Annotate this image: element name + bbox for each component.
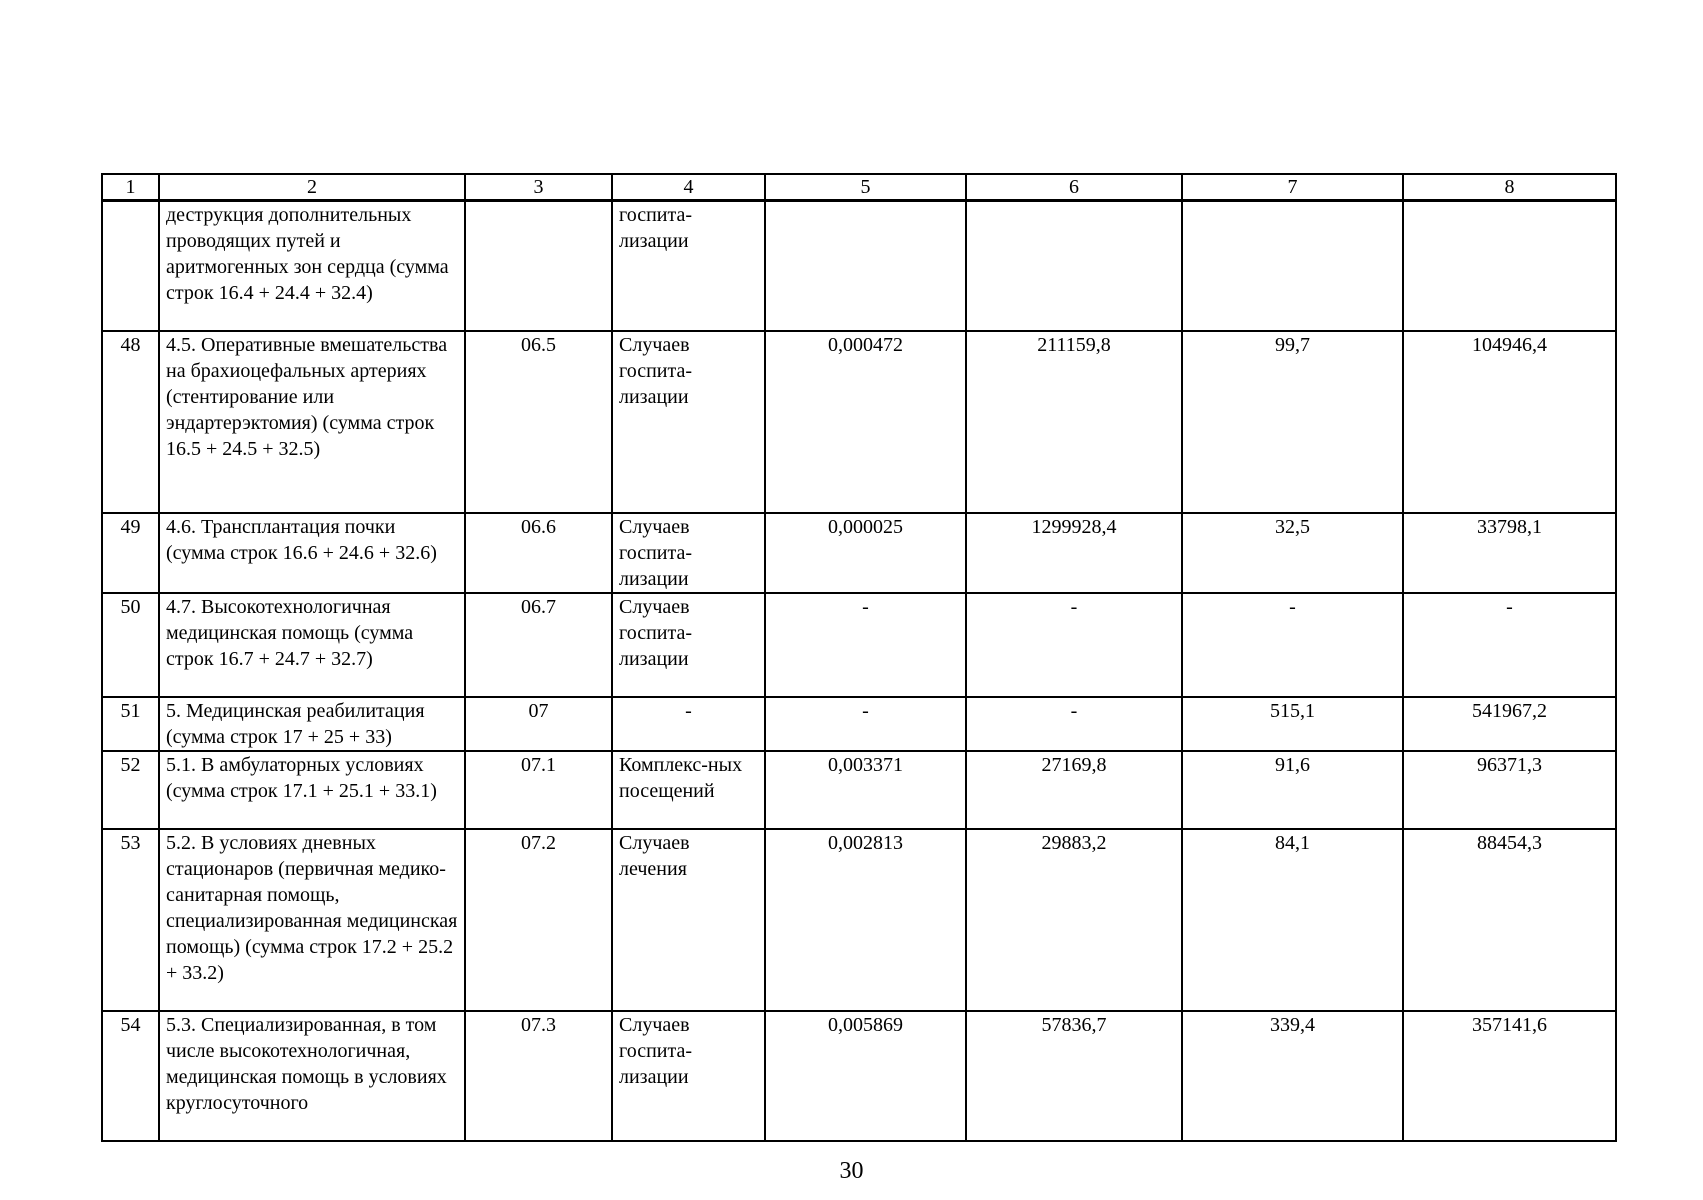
page-number: 30 xyxy=(839,1158,864,1184)
column-header: 8 xyxy=(1403,174,1616,201)
row-value-8: 33798,1 xyxy=(1403,513,1616,593)
row-value-5: 0,002813 xyxy=(765,829,966,1011)
column-header: 5 xyxy=(765,174,966,201)
row-value-6: 29883,2 xyxy=(966,829,1182,1011)
row-number xyxy=(102,201,159,331)
row-code: 06.7 xyxy=(465,593,612,697)
row-value-6: 211159,8 xyxy=(966,331,1182,513)
row-unit: госпита-лизации xyxy=(612,201,765,331)
row-value-8: 357141,6 xyxy=(1403,1011,1616,1141)
row-code: 06.5 xyxy=(465,331,612,513)
row-value-7: 32,5 xyxy=(1182,513,1403,593)
row-unit: Комплекс-ных посещений xyxy=(612,751,765,829)
row-value-5: - xyxy=(765,697,966,751)
row-value-7: - xyxy=(1182,593,1403,697)
row-value-5: 0,003371 xyxy=(765,751,966,829)
row-name: деструкция дополнительных проводящих путей и аритмогенных зон сердца (сумма строк 16.4 + 24.4 + 32.4) xyxy=(159,201,465,331)
row-value-7: 515,1 xyxy=(1182,697,1403,751)
table-row xyxy=(102,331,1616,513)
column-header: 3 xyxy=(465,174,612,201)
row-number: 54 xyxy=(102,1011,159,1141)
table-row xyxy=(102,513,1616,593)
column-header: 1 xyxy=(102,174,159,201)
row-code: 07.1 xyxy=(465,751,612,829)
row-value-8: 541967,2 xyxy=(1403,697,1616,751)
row-unit: Случаев госпита-лизации xyxy=(612,1011,765,1141)
row-name: 5. Медицинская реабилитация (сумма строк 17 + 25 + 33) xyxy=(159,697,465,751)
row-value-6: 57836,7 xyxy=(966,1011,1182,1141)
row-name: 4.6. Трансплантация почки (сумма строк 16.6 + 24.6 + 32.6) xyxy=(159,513,465,593)
column-header: 2 xyxy=(159,174,465,201)
table-row xyxy=(102,697,1616,751)
row-code xyxy=(465,201,612,331)
row-name: 4.7. Высокотехнологичная медицинская помощь (сумма строк 16.7 + 24.7 + 32.7) xyxy=(159,593,465,697)
row-name: 5.1. В амбулаторных условиях (сумма строк 17.1 + 25.1 + 33.1) xyxy=(159,751,465,829)
table-row xyxy=(102,201,1616,331)
row-value-6: 27169,8 xyxy=(966,751,1182,829)
row-value-7: 91,6 xyxy=(1182,751,1403,829)
data-table xyxy=(101,173,1617,1142)
row-name: 5.2. В условиях дневных стационаров (первичная медико-санитарная помощь, специализированная медицинская помощь) (сумма строк 17.2 + 25.2 + 33.2) xyxy=(159,829,465,1011)
row-unit: Случаев госпита-лизации xyxy=(612,513,765,593)
row-value-6: - xyxy=(966,697,1182,751)
column-header: 7 xyxy=(1182,174,1403,201)
row-value-5: 0,000472 xyxy=(765,331,966,513)
row-value-7: 99,7 xyxy=(1182,331,1403,513)
row-value-6: 1299928,4 xyxy=(966,513,1182,593)
table-row xyxy=(102,751,1616,829)
row-number: 49 xyxy=(102,513,159,593)
row-number: 53 xyxy=(102,829,159,1011)
row-code: 07 xyxy=(465,697,612,751)
row-code: 07.3 xyxy=(465,1011,612,1141)
row-value-5: 0,005869 xyxy=(765,1011,966,1141)
row-value-7: 339,4 xyxy=(1182,1011,1403,1141)
table-row xyxy=(102,593,1616,697)
table-header-row xyxy=(102,174,1616,201)
row-value-7: 84,1 xyxy=(1182,829,1403,1011)
row-value-5: - xyxy=(765,593,966,697)
row-value-8: 104946,4 xyxy=(1403,331,1616,513)
row-value-8: - xyxy=(1403,593,1616,697)
row-unit: Случаев госпита-лизации xyxy=(612,331,765,513)
row-value-5: 0,000025 xyxy=(765,513,966,593)
row-code: 07.2 xyxy=(465,829,612,1011)
row-value-8: 88454,3 xyxy=(1403,829,1616,1011)
table-row xyxy=(102,1011,1616,1141)
table-row xyxy=(102,829,1616,1011)
row-number: 52 xyxy=(102,751,159,829)
column-header: 6 xyxy=(966,174,1182,201)
row-value-7 xyxy=(1182,201,1403,331)
row-value-8: 96371,3 xyxy=(1403,751,1616,829)
row-number: 50 xyxy=(102,593,159,697)
row-name: 4.5. Оперативные вмешательства на брахиоцефальных артериях (стентирование или эндартерэктомия) (сумма строк 16.5 + 24.5 + 32.5) xyxy=(159,331,465,513)
row-unit: Случаев госпита-лизации xyxy=(612,593,765,697)
row-name: 5.3. Специализированная, в том числе высокотехнологичная, медицинская помощь в условиях круглосуточного xyxy=(159,1011,465,1141)
row-number: 51 xyxy=(102,697,159,751)
row-number: 48 xyxy=(102,331,159,513)
row-value-5 xyxy=(765,201,966,331)
row-unit: - xyxy=(612,697,765,751)
row-code: 06.6 xyxy=(465,513,612,593)
row-value-8 xyxy=(1403,201,1616,331)
row-value-6: - xyxy=(966,593,1182,697)
row-value-6 xyxy=(966,201,1182,331)
row-unit: Случаев лечения xyxy=(612,829,765,1011)
column-header: 4 xyxy=(612,174,765,201)
